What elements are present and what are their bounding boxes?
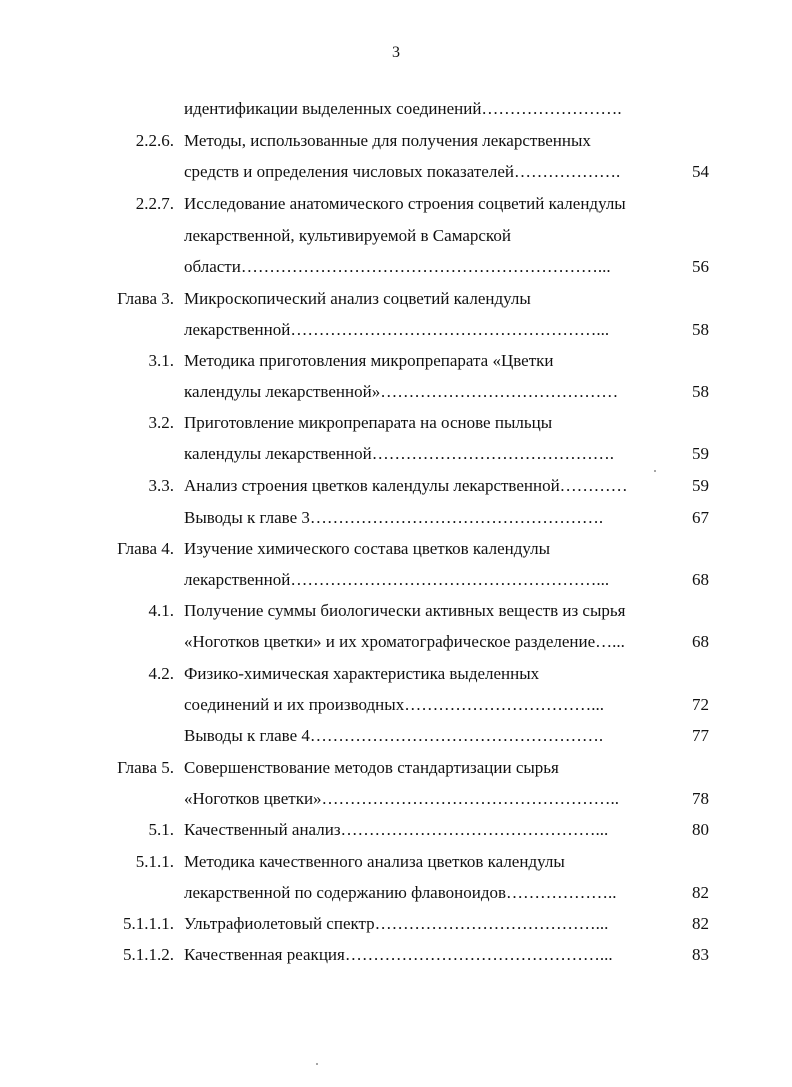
toc-entry-text: Качественная реакция………………………………………... bbox=[184, 945, 613, 964]
toc-entry-text: Физико-химическая характеристика выделенных bbox=[184, 664, 540, 683]
toc-entry-number: Глава 4. bbox=[117, 539, 174, 558]
toc-entry-text: Качественный анализ………………………………………... bbox=[184, 820, 609, 839]
toc-entry-number: 3.1. bbox=[148, 351, 174, 370]
toc-entry-number: 5.1. bbox=[148, 820, 174, 839]
toc-entry-text: лекарственной………………………………………………... bbox=[184, 570, 610, 589]
toc-entry-page: 67 bbox=[692, 508, 709, 527]
toc-entry-text: средств и определения числовых показателей………………. bbox=[184, 162, 621, 181]
page-number: 3 bbox=[392, 44, 400, 61]
toc-entry-page: 54 bbox=[692, 162, 709, 181]
toc-entry-text: Выводы к главе 4……………………………………………. bbox=[184, 726, 604, 745]
toc-entry-page: 68 bbox=[692, 632, 709, 651]
scan-speck bbox=[654, 470, 656, 472]
toc-entry-text: Ультрафиолетовый спектр…………………………………... bbox=[184, 914, 609, 933]
toc-entry-text: календулы лекарственной»…………………………………… bbox=[184, 382, 619, 401]
toc-entry-number: 2.2.6. bbox=[135, 131, 174, 150]
toc-entry-page: 77 bbox=[692, 726, 709, 745]
toc-entry-text: области………………………………………………………... bbox=[184, 257, 611, 276]
toc-entry-text: Методы, использованные для получения лекарственных bbox=[184, 131, 591, 150]
toc-entry-number: 4.2. bbox=[148, 664, 174, 683]
toc-entry-page: 80 bbox=[692, 820, 709, 839]
toc-entry-page: 78 bbox=[692, 789, 709, 808]
toc-entry-number: Глава 3. bbox=[117, 289, 174, 308]
toc-entry-number: 2.2.7. bbox=[135, 194, 174, 213]
toc-entry-text: «Ноготков цветки» и их хроматографическое разделение…... bbox=[184, 632, 625, 651]
toc-entry-number: 5.1.1.2. bbox=[123, 945, 174, 964]
toc-entry-text: Выводы к главе 3……………………………………………. bbox=[184, 508, 604, 527]
toc-entry-page: 82 bbox=[692, 883, 709, 902]
toc-entry-text: Получение суммы биологически активных веществ из сырья bbox=[184, 601, 626, 620]
toc-entry-text: «Ноготков цветки»…………………………………………….. bbox=[184, 789, 620, 808]
toc-entry-page: 83 bbox=[692, 945, 709, 964]
toc-entry-text: Анализ строения цветков календулы лекарственной………… bbox=[184, 476, 628, 495]
toc-entry-number: 3.3. bbox=[148, 476, 174, 495]
toc-entry-text: Приготовление микропрепарата на основе пыльцы bbox=[184, 413, 553, 432]
toc-entry-text: лекарственной по содержанию флавоноидов……………….. bbox=[184, 883, 617, 902]
toc-entry-text: идентификации выделенных соединений……………………. bbox=[184, 99, 622, 118]
toc-entry-page: 59 bbox=[692, 476, 709, 495]
toc-entry-text: соединений и их производных……………………………... bbox=[184, 695, 604, 714]
toc-entry-text: Изучение химического состава цветков календулы bbox=[184, 539, 551, 558]
toc-entry-text: Методика приготовления микропрепарата «Цветки bbox=[184, 351, 554, 370]
toc-entry-text: Микроскопический анализ соцветий календулы bbox=[184, 289, 531, 308]
toc-entry-page: 58 bbox=[692, 382, 709, 401]
toc-entry-text: лекарственной………………………………………………... bbox=[184, 320, 610, 339]
toc-entry-page: 58 bbox=[692, 320, 709, 339]
toc-entry-page: 68 bbox=[692, 570, 709, 589]
toc-entry-text: календулы лекарственной……………………………………. bbox=[184, 444, 614, 463]
toc-entry-text: Методика качественного анализа цветков календулы bbox=[184, 852, 565, 871]
toc-entry-number: Глава 5. bbox=[117, 758, 174, 777]
toc-entry-text: лекарственной, культивируемой в Самарской bbox=[184, 226, 511, 245]
toc-entry-page: 56 bbox=[692, 257, 709, 276]
toc-entry-page: 59 bbox=[692, 444, 709, 463]
toc-entry-page: 82 bbox=[692, 914, 709, 933]
toc-entry-number: 4.1. bbox=[148, 601, 174, 620]
toc-entry-number: 5.1.1.1. bbox=[123, 914, 174, 933]
scan-speck bbox=[316, 1063, 318, 1065]
toc-entry-number: 3.2. bbox=[148, 413, 174, 432]
toc-entry-text: Исследование анатомического строения соцветий календулы bbox=[184, 194, 626, 213]
toc-entry-page: 72 bbox=[692, 695, 709, 714]
toc-entry-number: 5.1.1. bbox=[135, 852, 174, 871]
toc-entry-text: Совершенствование методов стандартизации сырья bbox=[184, 758, 559, 777]
